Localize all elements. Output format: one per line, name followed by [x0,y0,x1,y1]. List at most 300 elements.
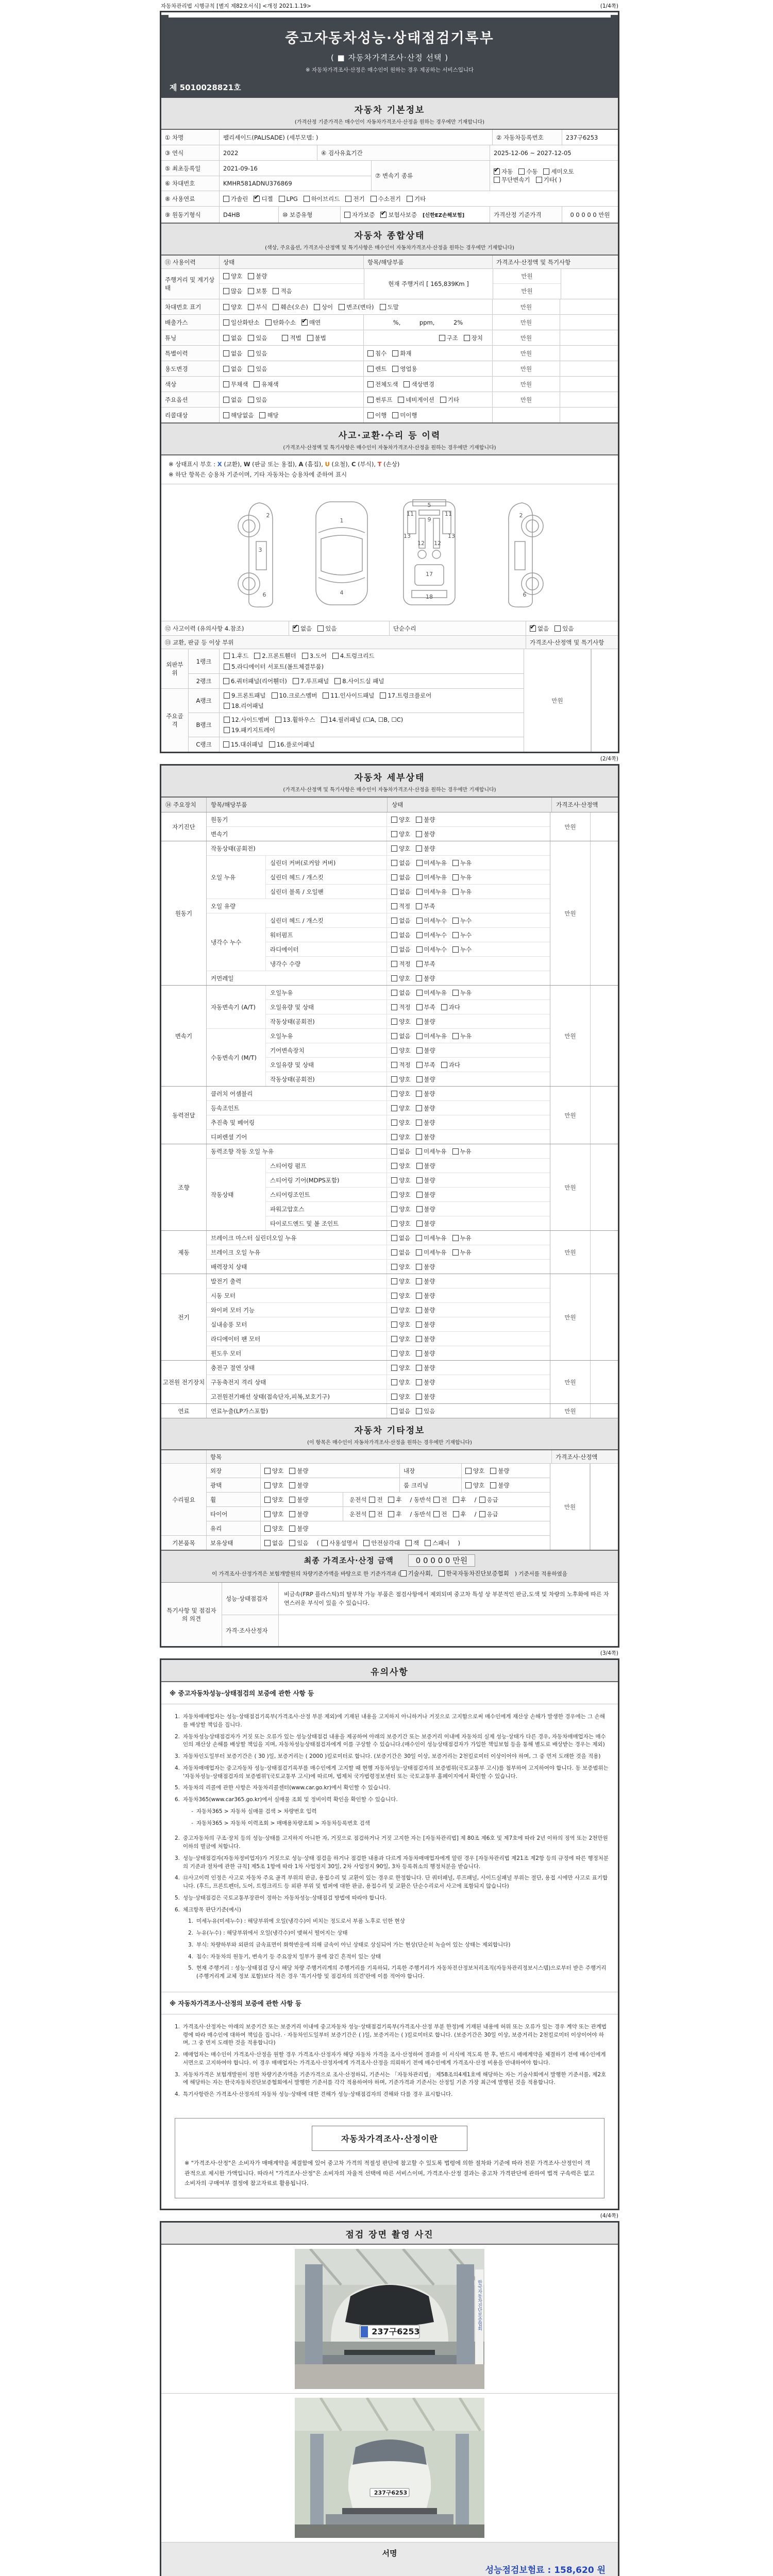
checkbox-option[interactable] [223,411,254,419]
unchecked-checkbox-icon[interactable] [273,288,279,294]
checkbox-option[interactable] [479,1510,498,1518]
unchecked-checkbox-icon[interactable] [440,397,446,403]
unchecked-checkbox-icon[interactable] [391,961,397,967]
unchecked-checkbox-icon[interactable] [407,196,413,202]
unchecked-checkbox-icon[interactable] [465,1482,472,1488]
unchecked-checkbox-icon[interactable] [224,664,230,670]
unchecked-checkbox-icon[interactable] [224,692,230,699]
checkbox-option[interactable] [416,1090,435,1098]
checkbox-option[interactable] [223,380,248,388]
checkbox-option[interactable] [416,1378,435,1386]
unchecked-checkbox-icon[interactable] [317,625,324,632]
checkbox-option[interactable] [391,974,410,982]
checkbox-option[interactable] [391,1263,410,1271]
checkbox-option[interactable] [416,1104,435,1112]
checkbox-option[interactable] [391,1378,410,1386]
checkbox-option[interactable] [479,1496,498,1504]
unchecked-checkbox-icon[interactable] [259,412,265,418]
checkbox-option[interactable] [465,1467,484,1475]
unchecked-checkbox-icon[interactable] [223,397,229,403]
checkbox-option[interactable] [223,677,287,685]
checkbox-option[interactable] [248,287,267,295]
unchecked-checkbox-icon[interactable] [307,335,313,341]
checkbox-option[interactable] [391,844,410,853]
checkbox-option[interactable] [391,1234,410,1242]
unchecked-checkbox-icon[interactable] [248,366,254,372]
unchecked-checkbox-icon[interactable] [416,932,423,938]
unchecked-checkbox-icon[interactable] [416,961,423,967]
unchecked-checkbox-icon[interactable] [453,1497,459,1503]
unchecked-checkbox-icon[interactable] [439,1570,445,1577]
unchecked-checkbox-icon[interactable] [248,304,254,310]
unchecked-checkbox-icon[interactable] [416,1091,422,1097]
checkbox-option[interactable] [344,211,375,218]
unchecked-checkbox-icon[interactable] [416,1235,422,1241]
checkbox-option[interactable] [380,691,431,700]
checkbox-option[interactable] [407,195,426,203]
checkbox-option[interactable] [441,1003,460,1011]
checkbox-option[interactable] [391,1003,410,1011]
unchecked-checkbox-icon[interactable] [416,831,422,837]
unchecked-checkbox-icon[interactable] [289,1497,295,1503]
checkbox-option[interactable] [416,1292,435,1300]
unchecked-checkbox-icon[interactable] [391,1321,397,1328]
unchecked-checkbox-icon[interactable] [452,1235,459,1241]
checkbox-option[interactable] [289,1524,308,1533]
unchecked-checkbox-icon[interactable] [391,1264,397,1270]
unchecked-checkbox-icon[interactable] [269,741,275,748]
checkbox-option[interactable] [223,195,248,203]
checkbox-option[interactable] [273,303,308,311]
checkbox-option[interactable] [391,816,410,824]
checkbox-option[interactable] [439,1570,509,1577]
checkbox-option[interactable] [433,1510,447,1518]
checkbox-option[interactable] [224,716,270,724]
unchecked-checkbox-icon[interactable] [391,1307,397,1313]
checkbox-option[interactable] [416,1320,435,1329]
unchecked-checkbox-icon[interactable] [380,304,386,310]
checkbox-option[interactable] [416,1046,435,1055]
unchecked-checkbox-icon[interactable] [223,678,229,684]
unchecked-checkbox-icon[interactable] [416,918,423,924]
unchecked-checkbox-icon[interactable] [464,335,470,341]
checkbox-option[interactable] [369,1496,382,1504]
unchecked-checkbox-icon[interactable] [248,288,254,294]
checkbox-option[interactable] [452,945,472,954]
checkbox-option[interactable] [264,1467,283,1475]
checkbox-option[interactable] [416,1393,435,1401]
unchecked-checkbox-icon[interactable] [391,1350,397,1357]
checkbox-option[interactable] [416,1003,435,1011]
unchecked-checkbox-icon[interactable] [289,1526,295,1532]
unchecked-checkbox-icon[interactable] [391,1033,397,1039]
unchecked-checkbox-icon[interactable] [416,1221,423,1227]
checkbox-option[interactable] [304,195,340,203]
unchecked-checkbox-icon[interactable] [367,381,374,387]
checkbox-option[interactable] [439,334,458,342]
checkbox-option[interactable] [248,303,267,311]
checkbox-option[interactable] [416,1018,435,1026]
checkbox-option[interactable] [367,396,392,404]
unchecked-checkbox-icon[interactable] [264,1497,271,1503]
checkbox-option[interactable] [264,1481,283,1489]
checkbox-option[interactable] [416,1205,435,1213]
unchecked-checkbox-icon[interactable] [416,1076,423,1082]
checkbox-option[interactable] [224,652,248,660]
checkbox-option[interactable] [248,365,267,373]
checkbox-option[interactable] [265,318,296,327]
checkbox-option[interactable] [416,1219,435,1228]
unchecked-checkbox-icon[interactable] [248,273,254,279]
checkbox-option[interactable] [391,989,410,997]
unchecked-checkbox-icon[interactable] [416,1394,422,1400]
checkbox-option[interactable] [223,318,260,327]
unchecked-checkbox-icon[interactable] [452,932,459,938]
unchecked-checkbox-icon[interactable] [369,1511,375,1517]
checkbox-option[interactable] [223,334,242,342]
unchecked-checkbox-icon[interactable] [391,975,397,981]
checkbox-option[interactable] [391,888,410,896]
unchecked-checkbox-icon[interactable] [223,412,229,418]
unchecked-checkbox-icon[interactable] [391,874,397,880]
checkbox-option[interactable] [416,989,447,997]
checked-checkbox-icon[interactable] [380,212,386,218]
unchecked-checkbox-icon[interactable] [416,903,422,909]
checkbox-option[interactable] [314,303,333,311]
checkbox-option[interactable] [254,652,296,660]
unchecked-checkbox-icon[interactable] [400,1570,407,1577]
unchecked-checkbox-icon[interactable] [391,990,397,996]
unchecked-checkbox-icon[interactable] [391,1249,397,1256]
checkbox-option[interactable] [490,1467,509,1475]
checkbox-option[interactable] [416,873,447,882]
checkbox-option[interactable] [388,1496,401,1504]
checked-checkbox-icon[interactable] [254,196,260,202]
checkbox-option[interactable] [367,380,398,388]
checkbox-option[interactable] [453,1510,466,1518]
checkbox-option[interactable] [289,1481,308,1489]
checkbox-option[interactable] [416,1277,435,1285]
unchecked-checkbox-icon[interactable] [416,1047,423,1054]
checkbox-option[interactable] [269,740,315,749]
unchecked-checkbox-icon[interactable] [391,1394,397,1400]
checkbox-option[interactable] [416,945,447,954]
checkbox-option[interactable] [224,702,264,710]
checkbox-option[interactable] [391,1205,410,1213]
checkbox-option[interactable] [223,396,242,404]
checkbox-option[interactable] [388,1510,401,1518]
unchecked-checkbox-icon[interactable] [452,1249,459,1256]
checkbox-option[interactable] [264,1510,283,1518]
checkbox-option[interactable] [363,1539,400,1547]
unchecked-checkbox-icon[interactable] [416,1278,422,1284]
checkbox-option[interactable] [391,1162,410,1170]
checkbox-option[interactable] [530,624,549,633]
checkbox-option[interactable] [416,1306,435,1314]
checkbox-option[interactable] [289,1496,308,1504]
unchecked-checkbox-icon[interactable] [391,1163,397,1169]
unchecked-checkbox-icon[interactable] [223,350,229,357]
unchecked-checkbox-icon[interactable] [224,703,230,709]
checkbox-option[interactable] [452,1032,472,1040]
checkbox-option[interactable] [391,1393,410,1401]
checkbox-option[interactable] [416,1248,446,1257]
unchecked-checkbox-icon[interactable] [404,381,410,387]
checkbox-option[interactable] [543,168,574,175]
unchecked-checkbox-icon[interactable] [223,381,229,387]
unchecked-checkbox-icon[interactable] [391,1047,397,1054]
checkbox-option[interactable] [416,1191,435,1199]
checkbox-option[interactable] [367,349,386,358]
checkbox-option[interactable] [392,365,417,373]
unchecked-checkbox-icon[interactable] [452,889,459,895]
unchecked-checkbox-icon[interactable] [416,1062,423,1068]
unchecked-checkbox-icon[interactable] [479,1511,485,1517]
checkbox-option[interactable] [259,411,278,419]
checkbox-option[interactable] [391,945,410,954]
unchecked-checkbox-icon[interactable] [275,717,281,723]
unchecked-checkbox-icon[interactable] [302,653,308,659]
unchecked-checkbox-icon[interactable] [439,335,445,341]
checkbox-option[interactable] [391,1061,410,1069]
checkbox-option[interactable] [416,816,435,824]
unchecked-checkbox-icon[interactable] [314,304,320,310]
checkbox-option[interactable] [416,1162,435,1170]
checkbox-option[interactable] [452,1234,472,1242]
unchecked-checkbox-icon[interactable] [392,412,398,418]
unchecked-checkbox-icon[interactable] [416,1321,422,1328]
unchecked-checkbox-icon[interactable] [494,177,500,183]
unchecked-checkbox-icon[interactable] [293,678,299,684]
unchecked-checkbox-icon[interactable] [248,335,254,341]
checkbox-option[interactable] [452,873,472,882]
checkbox-option[interactable] [391,1191,410,1199]
checkbox-option[interactable] [248,349,267,358]
checkbox-option[interactable] [452,917,472,925]
checkbox-option[interactable] [321,716,404,724]
checkbox-option[interactable] [518,168,537,175]
unchecked-checkbox-icon[interactable] [416,860,423,866]
checked-checkbox-icon[interactable] [301,319,308,326]
unchecked-checkbox-icon[interactable] [416,975,422,981]
unchecked-checkbox-icon[interactable] [416,1134,422,1140]
unchecked-checkbox-icon[interactable] [289,1511,295,1517]
checkbox-option[interactable] [289,1467,308,1475]
checkbox-option[interactable] [416,1176,435,1184]
unchecked-checkbox-icon[interactable] [416,1192,423,1198]
checkbox-option[interactable] [391,1176,410,1184]
checkbox-option[interactable] [248,396,267,404]
checkbox-option[interactable] [391,1075,410,1083]
checkbox-option[interactable] [453,1496,466,1504]
unchecked-checkbox-icon[interactable] [223,741,229,748]
checkbox-option[interactable] [293,624,312,633]
unchecked-checkbox-icon[interactable] [452,860,459,866]
checkbox-option[interactable] [440,396,459,404]
checkbox-option[interactable] [416,1349,435,1358]
unchecked-checkbox-icon[interactable] [416,1120,422,1126]
checkbox-option[interactable] [416,1147,446,1156]
checkbox-option[interactable] [391,1118,410,1127]
unchecked-checkbox-icon[interactable] [223,273,229,279]
checkbox-option[interactable] [323,691,374,700]
unchecked-checkbox-icon[interactable] [416,1148,422,1155]
checkbox-option[interactable] [254,195,273,203]
unchecked-checkbox-icon[interactable] [248,350,254,357]
unchecked-checkbox-icon[interactable] [452,1033,459,1039]
checkbox-option[interactable] [391,1306,410,1314]
checkbox-option[interactable] [223,349,242,358]
unchecked-checkbox-icon[interactable] [391,1004,397,1010]
unchecked-checkbox-icon[interactable] [391,1062,397,1068]
checked-checkbox-icon[interactable] [494,168,500,175]
unchecked-checkbox-icon[interactable] [518,168,525,175]
unchecked-checkbox-icon[interactable] [272,692,278,699]
checkbox-option[interactable] [275,716,315,724]
checkbox-option[interactable] [367,365,386,373]
checkbox-option[interactable] [416,888,447,896]
checkbox-option[interactable] [293,677,329,685]
unchecked-checkbox-icon[interactable] [453,1511,459,1517]
unchecked-checkbox-icon[interactable] [323,692,329,699]
checkbox-option[interactable] [224,691,266,700]
unchecked-checkbox-icon[interactable] [391,1148,397,1155]
checkbox-option[interactable] [248,272,267,280]
unchecked-checkbox-icon[interactable] [391,946,397,953]
checkbox-option[interactable] [392,411,417,419]
unchecked-checkbox-icon[interactable] [282,335,288,341]
unchecked-checkbox-icon[interactable] [367,412,374,418]
unchecked-checkbox-icon[interactable] [369,1497,375,1503]
unchecked-checkbox-icon[interactable] [416,1365,422,1371]
unchecked-checkbox-icon[interactable] [367,397,374,403]
unchecked-checkbox-icon[interactable] [264,1468,271,1474]
unchecked-checkbox-icon[interactable] [441,1004,447,1010]
checkbox-option[interactable] [416,1335,435,1343]
unchecked-checkbox-icon[interactable] [392,350,398,357]
checkbox-option[interactable] [391,1277,410,1285]
checkbox-option[interactable] [279,195,298,202]
unchecked-checkbox-icon[interactable] [416,1293,422,1299]
unchecked-checkbox-icon[interactable] [416,1163,423,1169]
checkbox-option[interactable] [391,1349,410,1358]
unchecked-checkbox-icon[interactable] [416,1033,423,1039]
unchecked-checkbox-icon[interactable] [224,717,230,723]
unchecked-checkbox-icon[interactable] [223,196,229,202]
checkbox-option[interactable] [322,1539,358,1547]
checkbox-option[interactable] [339,303,374,311]
unchecked-checkbox-icon[interactable] [391,903,397,909]
unchecked-checkbox-icon[interactable] [452,918,459,924]
checkbox-option[interactable] [494,168,513,175]
checkbox-option[interactable] [272,691,317,700]
unchecked-checkbox-icon[interactable] [465,1468,472,1474]
unchecked-checkbox-icon[interactable] [388,1511,394,1517]
unchecked-checkbox-icon[interactable] [289,1482,295,1488]
checkbox-option[interactable] [223,287,242,295]
checkbox-option[interactable] [391,1032,410,1040]
checkbox-option[interactable] [416,1364,435,1372]
unchecked-checkbox-icon[interactable] [452,946,459,953]
checkbox-option[interactable] [391,1292,410,1300]
checkbox-option[interactable] [224,726,275,734]
unchecked-checkbox-icon[interactable] [391,1091,397,1097]
unchecked-checkbox-icon[interactable] [391,932,397,938]
unchecked-checkbox-icon[interactable] [416,1379,422,1385]
checkbox-option[interactable] [369,1510,382,1518]
checkbox-option[interactable] [391,902,410,910]
unchecked-checkbox-icon[interactable] [367,366,374,372]
unchecked-checkbox-icon[interactable] [339,304,345,310]
checkbox-option[interactable] [223,303,242,311]
checkbox-option[interactable] [380,211,417,218]
unchecked-checkbox-icon[interactable] [322,1540,328,1546]
unchecked-checkbox-icon[interactable] [406,1540,412,1546]
unchecked-checkbox-icon[interactable] [479,1497,485,1503]
unchecked-checkbox-icon[interactable] [392,366,398,372]
unchecked-checkbox-icon[interactable] [304,196,310,202]
unchecked-checkbox-icon[interactable] [391,1134,397,1140]
unchecked-checkbox-icon[interactable] [371,196,377,202]
checkbox-option[interactable] [289,1510,308,1518]
unchecked-checkbox-icon[interactable] [391,1379,397,1385]
unchecked-checkbox-icon[interactable] [391,1019,397,1025]
unchecked-checkbox-icon[interactable] [416,1105,422,1111]
checkbox-option[interactable] [391,1320,410,1329]
unchecked-checkbox-icon[interactable] [391,1293,397,1299]
unchecked-checkbox-icon[interactable] [273,304,279,310]
checkbox-option[interactable] [289,1539,308,1547]
unchecked-checkbox-icon[interactable] [391,1336,397,1342]
unchecked-checkbox-icon[interactable] [380,692,386,699]
checkbox-option[interactable] [273,287,292,295]
unchecked-checkbox-icon[interactable] [416,1019,423,1025]
unchecked-checkbox-icon[interactable] [223,288,229,294]
checkbox-option[interactable] [264,1539,283,1547]
checkbox-option[interactable] [391,1104,410,1112]
checkbox-option[interactable] [452,1147,472,1156]
unchecked-checkbox-icon[interactable] [416,1307,422,1313]
checkbox-option[interactable] [345,195,364,203]
unchecked-checkbox-icon[interactable] [452,1148,459,1155]
checkbox-option[interactable] [416,859,447,867]
checkbox-option[interactable] [452,1248,472,1257]
checkbox-option[interactable] [254,380,278,388]
checkbox-option[interactable] [301,318,321,327]
checkbox-option[interactable] [391,931,410,939]
checkbox-option[interactable] [490,1481,509,1489]
unchecked-checkbox-icon[interactable] [391,918,397,924]
checkbox-option[interactable] [416,1407,435,1415]
unchecked-checkbox-icon[interactable] [391,1235,397,1241]
unchecked-checkbox-icon[interactable] [490,1482,496,1488]
unchecked-checkbox-icon[interactable] [416,1408,422,1414]
checkbox-option[interactable] [223,272,242,280]
unchecked-checkbox-icon[interactable] [490,1468,496,1474]
checkbox-option[interactable] [248,334,267,342]
checkbox-option[interactable] [391,830,410,838]
unchecked-checkbox-icon[interactable] [416,1177,423,1183]
checkbox-option[interactable] [391,960,410,968]
checkbox-option[interactable] [224,663,324,671]
checkbox-option[interactable] [307,334,326,342]
unchecked-checkbox-icon[interactable] [224,727,230,733]
checkbox-option[interactable] [464,334,483,342]
unchecked-checkbox-icon[interactable] [391,817,397,823]
unchecked-checkbox-icon[interactable] [416,874,423,880]
unchecked-checkbox-icon[interactable] [344,212,350,218]
unchecked-checkbox-icon[interactable] [391,1278,397,1284]
